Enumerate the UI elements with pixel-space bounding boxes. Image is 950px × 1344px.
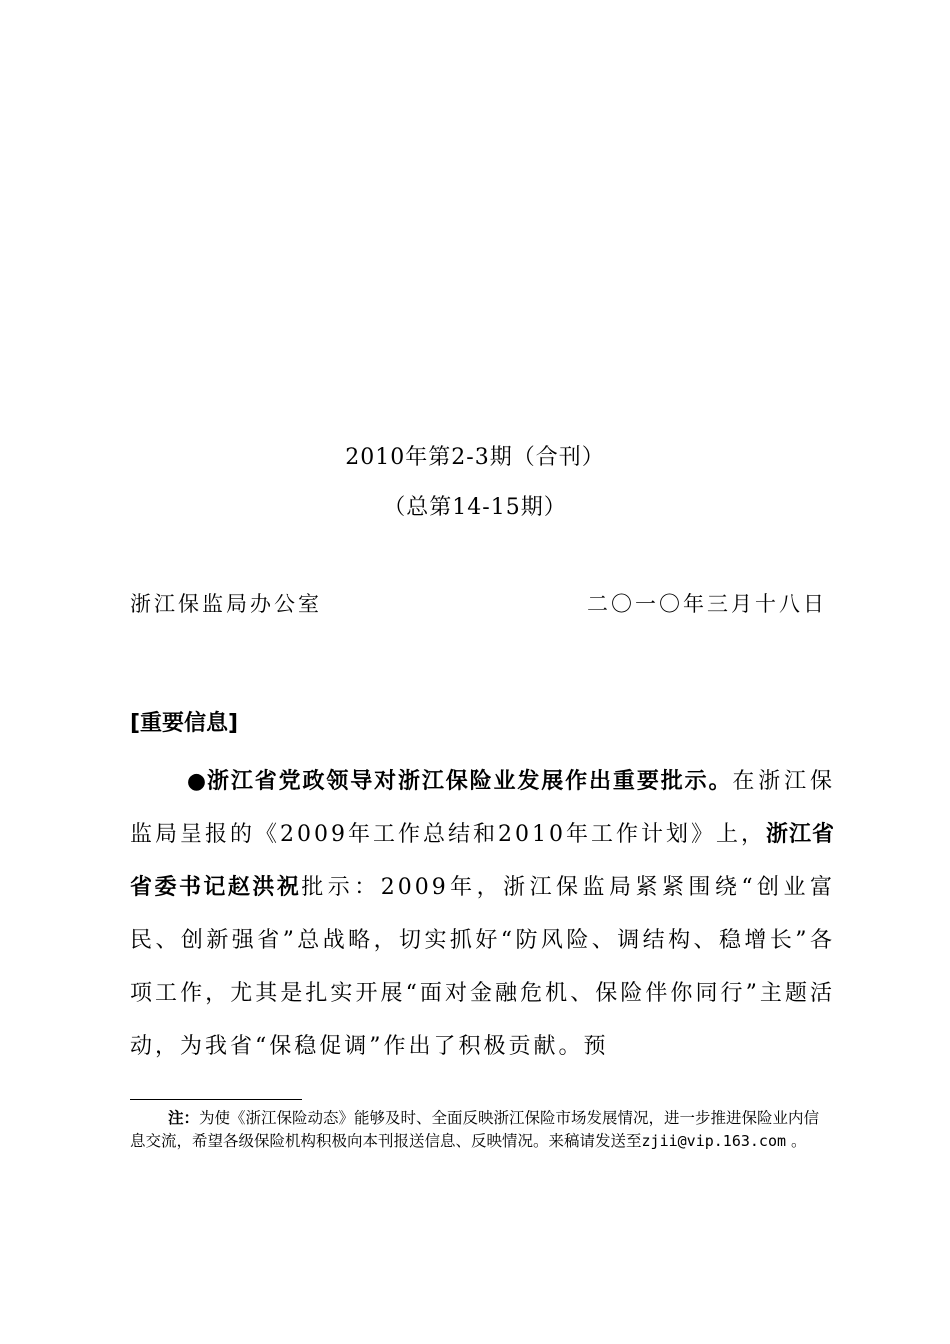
section-heading: [重要信息] bbox=[130, 711, 239, 736]
leader-name: 浙江省省委书记赵洪祝 bbox=[130, 822, 835, 900]
footnote-label: 注： bbox=[168, 1108, 200, 1127]
footnote-end: 。 bbox=[786, 1132, 807, 1150]
article-headline: 浙江省党政领导对浙江保险业发展作出重要批示。 bbox=[206, 769, 733, 794]
footnote-divider bbox=[130, 1099, 302, 1100]
bullet-icon: ● bbox=[186, 769, 207, 794]
total-issue-number: （总第14-15期） bbox=[383, 495, 567, 520]
publish-date: 二〇一〇年三月十八日 bbox=[587, 592, 827, 616]
article-text-2: 批示：2009年，浙江保监局紧紧围绕“创业富民、创新强省”总战略，切实抓好“防风险、调结构、稳增长”各项工作，尤其是扎实开展“面对金融危机、保险伴你同行”主题活动，为我省“保稳促调”作出了积极贡献。预 bbox=[130, 875, 835, 1059]
publisher-row bbox=[130, 588, 830, 618]
footnote-text: 为使《浙江保险动态》能够及时、全面反映浙江保险市场发展情况，进一步推进保险业内信息交流，希望各级保险机构积极向本刊报送信息、反映情况。来稿请发送至 bbox=[130, 1109, 820, 1150]
article-body bbox=[130, 755, 835, 1073]
article-text-1: 在浙江保监局呈报的《2009年工作总结和2010年工作计划》上， bbox=[130, 769, 835, 847]
footnote bbox=[130, 1106, 820, 1153]
footnote-email: zjii@vip.163.com bbox=[641, 1132, 787, 1150]
issue-number: 2010年第2-3期（合刊） bbox=[345, 445, 605, 470]
publisher-name: 浙江保监局办公室 bbox=[130, 592, 322, 616]
